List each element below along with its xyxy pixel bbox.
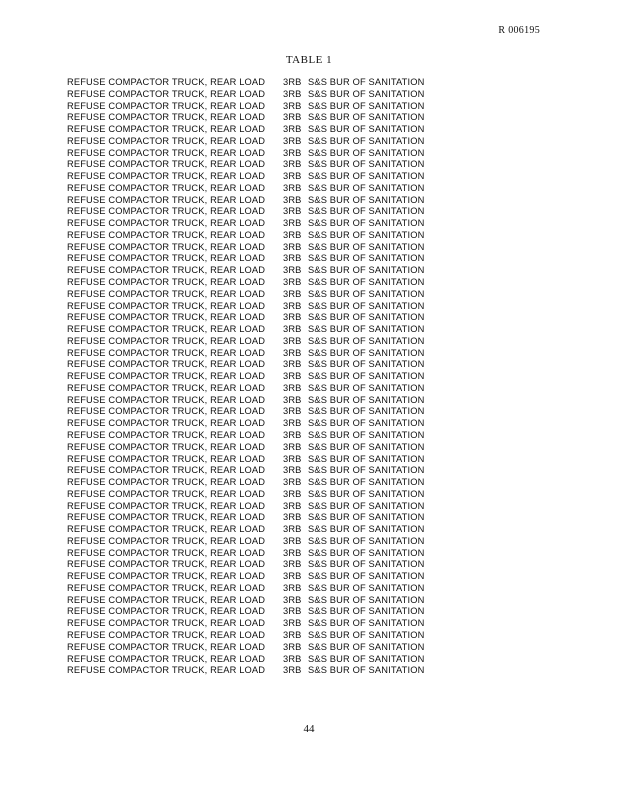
department-name: S&S BUR OF SANITATION [308, 265, 425, 276]
table-row [67, 277, 424, 289]
department-name: S&S BUR OF SANITATION [308, 665, 425, 676]
table-row [67, 665, 424, 677]
vehicle-description: REFUSE COMPACTOR TRUCK, REAR LOAD [67, 382, 266, 393]
vehicle-description: REFUSE COMPACTOR TRUCK, REAR LOAD [67, 359, 266, 370]
table-row [67, 101, 424, 113]
vehicle-code: 3RB [283, 535, 302, 546]
vehicle-code: 3RB [283, 241, 302, 252]
department-name: S&S BUR OF SANITATION [308, 453, 425, 464]
table-row [67, 136, 424, 148]
department-name: S&S BUR OF SANITATION [308, 477, 425, 488]
vehicle-description: REFUSE COMPACTOR TRUCK, REAR LOAD [67, 653, 266, 664]
department-name: S&S BUR OF SANITATION [308, 335, 425, 346]
table-row [67, 253, 424, 265]
vehicle-code: 3RB [283, 547, 302, 558]
vehicle-description: REFUSE COMPACTOR TRUCK, REAR LOAD [67, 441, 266, 452]
table-row [67, 512, 424, 524]
table-row [67, 618, 424, 630]
vehicle-code: 3RB [283, 465, 302, 476]
department-name: S&S BUR OF SANITATION [308, 641, 425, 652]
vehicle-code: 3RB [283, 300, 302, 311]
table-row [67, 642, 424, 654]
vehicle-code: 3RB [283, 453, 302, 464]
table-row [67, 218, 424, 230]
document-id: R 006195 [498, 25, 540, 36]
vehicle-code: 3RB [283, 347, 302, 358]
vehicle-description: REFUSE COMPACTOR TRUCK, REAR LOAD [67, 182, 266, 193]
vehicle-description: REFUSE COMPACTOR TRUCK, REAR LOAD [67, 500, 266, 511]
vehicle-code: 3RB [283, 606, 302, 617]
department-name: S&S BUR OF SANITATION [308, 100, 425, 111]
vehicle-code: 3RB [283, 524, 302, 535]
table-row [67, 148, 424, 160]
vehicle-code: 3RB [283, 229, 302, 240]
department-name: S&S BUR OF SANITATION [308, 582, 425, 593]
vehicle-description: REFUSE COMPACTOR TRUCK, REAR LOAD [67, 135, 266, 146]
table-row [67, 171, 424, 183]
table-row [67, 348, 424, 360]
department-name: S&S BUR OF SANITATION [308, 171, 425, 182]
table-row [67, 654, 424, 666]
table-row [67, 89, 424, 101]
table-row [67, 324, 424, 336]
vehicle-code: 3RB [283, 582, 302, 593]
table-row [67, 371, 424, 383]
vehicle-code: 3RB [283, 665, 302, 676]
vehicle-description: REFUSE COMPACTOR TRUCK, REAR LOAD [67, 429, 266, 440]
vehicle-code: 3RB [283, 159, 302, 170]
vehicle-description: REFUSE COMPACTOR TRUCK, REAR LOAD [67, 524, 266, 535]
vehicle-code: 3RB [283, 441, 302, 452]
vehicle-code: 3RB [283, 418, 302, 429]
table-row [67, 442, 424, 454]
vehicle-code: 3RB [283, 277, 302, 288]
table-row [67, 77, 424, 89]
department-name: S&S BUR OF SANITATION [308, 300, 425, 311]
table-row [67, 265, 424, 277]
department-name: S&S BUR OF SANITATION [308, 547, 425, 558]
vehicle-description: REFUSE COMPACTOR TRUCK, REAR LOAD [67, 371, 266, 382]
table-row [67, 301, 424, 313]
vehicle-description: REFUSE COMPACTOR TRUCK, REAR LOAD [67, 159, 266, 170]
vehicle-description: REFUSE COMPACTOR TRUCK, REAR LOAD [67, 594, 266, 605]
table-row [67, 242, 424, 254]
vehicle-code: 3RB [283, 335, 302, 346]
vehicle-description: REFUSE COMPACTOR TRUCK, REAR LOAD [67, 88, 266, 99]
table-row [67, 501, 424, 513]
vehicle-code: 3RB [283, 253, 302, 264]
vehicle-code: 3RB [283, 171, 302, 182]
table-row [67, 559, 424, 571]
table-row [67, 465, 424, 477]
table-row [67, 630, 424, 642]
department-name: S&S BUR OF SANITATION [308, 347, 425, 358]
vehicle-description: REFUSE COMPACTOR TRUCK, REAR LOAD [67, 112, 266, 123]
vehicle-description: REFUSE COMPACTOR TRUCK, REAR LOAD [67, 229, 266, 240]
table-row [67, 312, 424, 324]
vehicle-code: 3RB [283, 135, 302, 146]
department-name: S&S BUR OF SANITATION [308, 535, 425, 546]
table-row [67, 571, 424, 583]
department-name: S&S BUR OF SANITATION [308, 147, 425, 158]
department-name: S&S BUR OF SANITATION [308, 218, 425, 229]
vehicle-description: REFUSE COMPACTOR TRUCK, REAR LOAD [67, 324, 266, 335]
table-row [67, 206, 424, 218]
department-name: S&S BUR OF SANITATION [308, 653, 425, 664]
table-row [67, 195, 424, 207]
table-row [67, 395, 424, 407]
vehicle-description: REFUSE COMPACTOR TRUCK, REAR LOAD [67, 241, 266, 252]
vehicle-code: 3RB [283, 124, 302, 135]
table-row [67, 183, 424, 195]
table-body [67, 77, 424, 677]
vehicle-description: REFUSE COMPACTOR TRUCK, REAR LOAD [67, 253, 266, 264]
vehicle-code: 3RB [283, 618, 302, 629]
department-name: S&S BUR OF SANITATION [308, 182, 425, 193]
vehicle-code: 3RB [283, 77, 302, 87]
vehicle-description: REFUSE COMPACTOR TRUCK, REAR LOAD [67, 288, 266, 299]
table-row [67, 112, 424, 124]
vehicle-description: REFUSE COMPACTOR TRUCK, REAR LOAD [67, 218, 266, 229]
vehicle-description: REFUSE COMPACTOR TRUCK, REAR LOAD [67, 618, 266, 629]
vehicle-description: REFUSE COMPACTOR TRUCK, REAR LOAD [67, 606, 266, 617]
department-name: S&S BUR OF SANITATION [308, 194, 425, 205]
department-name: S&S BUR OF SANITATION [308, 618, 425, 629]
department-name: S&S BUR OF SANITATION [308, 112, 425, 123]
department-name: S&S BUR OF SANITATION [308, 500, 425, 511]
department-name: S&S BUR OF SANITATION [308, 429, 425, 440]
vehicle-code: 3RB [283, 88, 302, 99]
vehicle-description: REFUSE COMPACTOR TRUCK, REAR LOAD [67, 547, 266, 558]
department-name: S&S BUR OF SANITATION [308, 406, 425, 417]
department-name: S&S BUR OF SANITATION [308, 394, 425, 405]
vehicle-description: REFUSE COMPACTOR TRUCK, REAR LOAD [67, 300, 266, 311]
vehicle-description: REFUSE COMPACTOR TRUCK, REAR LOAD [67, 641, 266, 652]
vehicle-description: REFUSE COMPACTOR TRUCK, REAR LOAD [67, 147, 266, 158]
table-row [67, 289, 424, 301]
vehicle-description: REFUSE COMPACTOR TRUCK, REAR LOAD [67, 265, 266, 276]
department-name: S&S BUR OF SANITATION [308, 88, 425, 99]
vehicle-description: REFUSE COMPACTOR TRUCK, REAR LOAD [67, 571, 266, 582]
vehicle-description: REFUSE COMPACTOR TRUCK, REAR LOAD [67, 453, 266, 464]
table-row [67, 336, 424, 348]
vehicle-code: 3RB [283, 359, 302, 370]
vehicle-description: REFUSE COMPACTOR TRUCK, REAR LOAD [67, 582, 266, 593]
department-name: S&S BUR OF SANITATION [308, 359, 425, 370]
vehicle-code: 3RB [283, 488, 302, 499]
vehicle-code: 3RB [283, 594, 302, 605]
vehicle-code: 3RB [283, 382, 302, 393]
vehicle-description: REFUSE COMPACTOR TRUCK, REAR LOAD [67, 512, 266, 523]
vehicle-description: REFUSE COMPACTOR TRUCK, REAR LOAD [67, 406, 266, 417]
department-name: S&S BUR OF SANITATION [308, 606, 425, 617]
vehicle-description: REFUSE COMPACTOR TRUCK, REAR LOAD [67, 312, 266, 323]
table-row [67, 489, 424, 501]
vehicle-code: 3RB [283, 147, 302, 158]
vehicle-code: 3RB [283, 571, 302, 582]
table-row [67, 159, 424, 171]
vehicle-code: 3RB [283, 265, 302, 276]
vehicle-code: 3RB [283, 194, 302, 205]
vehicle-description: REFUSE COMPACTOR TRUCK, REAR LOAD [67, 171, 266, 182]
vehicle-description: REFUSE COMPACTOR TRUCK, REAR LOAD [67, 206, 266, 217]
vehicle-description: REFUSE COMPACTOR TRUCK, REAR LOAD [67, 559, 266, 570]
department-name: S&S BUR OF SANITATION [308, 253, 425, 264]
vehicle-code: 3RB [283, 429, 302, 440]
vehicle-code: 3RB [283, 371, 302, 382]
department-name: S&S BUR OF SANITATION [308, 418, 425, 429]
department-name: S&S BUR OF SANITATION [308, 594, 425, 605]
page-number: 44 [303, 723, 315, 735]
table-row [67, 595, 424, 607]
vehicle-code: 3RB [283, 206, 302, 217]
vehicle-description: REFUSE COMPACTOR TRUCK, REAR LOAD [67, 465, 266, 476]
table-row [67, 124, 424, 136]
vehicle-code: 3RB [283, 182, 302, 193]
table-row [67, 418, 424, 430]
department-name: S&S BUR OF SANITATION [308, 77, 425, 87]
vehicle-code: 3RB [283, 641, 302, 652]
vehicle-code: 3RB [283, 406, 302, 417]
department-name: S&S BUR OF SANITATION [308, 629, 425, 640]
vehicle-code: 3RB [283, 559, 302, 570]
department-name: S&S BUR OF SANITATION [308, 465, 425, 476]
vehicle-description: REFUSE COMPACTOR TRUCK, REAR LOAD [67, 77, 266, 87]
vehicle-code: 3RB [283, 288, 302, 299]
department-name: S&S BUR OF SANITATION [308, 512, 425, 523]
department-name: S&S BUR OF SANITATION [308, 559, 425, 570]
vehicle-code: 3RB [283, 629, 302, 640]
table-row [67, 524, 424, 536]
table-row [67, 536, 424, 548]
vehicle-description: REFUSE COMPACTOR TRUCK, REAR LOAD [67, 194, 266, 205]
vehicle-description: REFUSE COMPACTOR TRUCK, REAR LOAD [67, 335, 266, 346]
vehicle-code: 3RB [283, 512, 302, 523]
vehicle-code: 3RB [283, 477, 302, 488]
table-row [67, 359, 424, 371]
department-name: S&S BUR OF SANITATION [308, 441, 425, 452]
table-row [67, 548, 424, 560]
vehicle-code: 3RB [283, 500, 302, 511]
department-name: S&S BUR OF SANITATION [308, 312, 425, 323]
table-row [67, 583, 424, 595]
department-name: S&S BUR OF SANITATION [308, 371, 425, 382]
table-row [67, 606, 424, 618]
vehicle-code: 3RB [283, 218, 302, 229]
vehicle-description: REFUSE COMPACTOR TRUCK, REAR LOAD [67, 124, 266, 135]
department-name: S&S BUR OF SANITATION [308, 124, 425, 135]
vehicle-description: REFUSE COMPACTOR TRUCK, REAR LOAD [67, 477, 266, 488]
department-name: S&S BUR OF SANITATION [308, 241, 425, 252]
vehicle-code: 3RB [283, 312, 302, 323]
table-row [67, 454, 424, 466]
table-row [67, 406, 424, 418]
vehicle-code: 3RB [283, 324, 302, 335]
vehicle-description: REFUSE COMPACTOR TRUCK, REAR LOAD [67, 394, 266, 405]
table-row [67, 477, 424, 489]
department-name: S&S BUR OF SANITATION [308, 135, 425, 146]
department-name: S&S BUR OF SANITATION [308, 288, 425, 299]
department-name: S&S BUR OF SANITATION [308, 159, 425, 170]
department-name: S&S BUR OF SANITATION [308, 382, 425, 393]
vehicle-description: REFUSE COMPACTOR TRUCK, REAR LOAD [67, 277, 266, 288]
department-name: S&S BUR OF SANITATION [308, 571, 425, 582]
table-title: TABLE 1 [285, 54, 333, 66]
vehicle-description: REFUSE COMPACTOR TRUCK, REAR LOAD [67, 535, 266, 546]
department-name: S&S BUR OF SANITATION [308, 277, 425, 288]
vehicle-code: 3RB [283, 653, 302, 664]
vehicle-code: 3RB [283, 394, 302, 405]
department-name: S&S BUR OF SANITATION [308, 524, 425, 535]
department-name: S&S BUR OF SANITATION [308, 488, 425, 499]
vehicle-description: REFUSE COMPACTOR TRUCK, REAR LOAD [67, 488, 266, 499]
department-name: S&S BUR OF SANITATION [308, 324, 425, 335]
table-row [67, 383, 424, 395]
table-row [67, 230, 424, 242]
vehicle-code: 3RB [283, 100, 302, 111]
vehicle-description: REFUSE COMPACTOR TRUCK, REAR LOAD [67, 100, 266, 111]
department-name: S&S BUR OF SANITATION [308, 229, 425, 240]
vehicle-description: REFUSE COMPACTOR TRUCK, REAR LOAD [67, 347, 266, 358]
vehicle-description: REFUSE COMPACTOR TRUCK, REAR LOAD [67, 629, 266, 640]
department-name: S&S BUR OF SANITATION [308, 206, 425, 217]
vehicle-code: 3RB [283, 112, 302, 123]
table-row [67, 430, 424, 442]
vehicle-description: REFUSE COMPACTOR TRUCK, REAR LOAD [67, 418, 266, 429]
vehicle-description: REFUSE COMPACTOR TRUCK, REAR LOAD [67, 665, 266, 676]
